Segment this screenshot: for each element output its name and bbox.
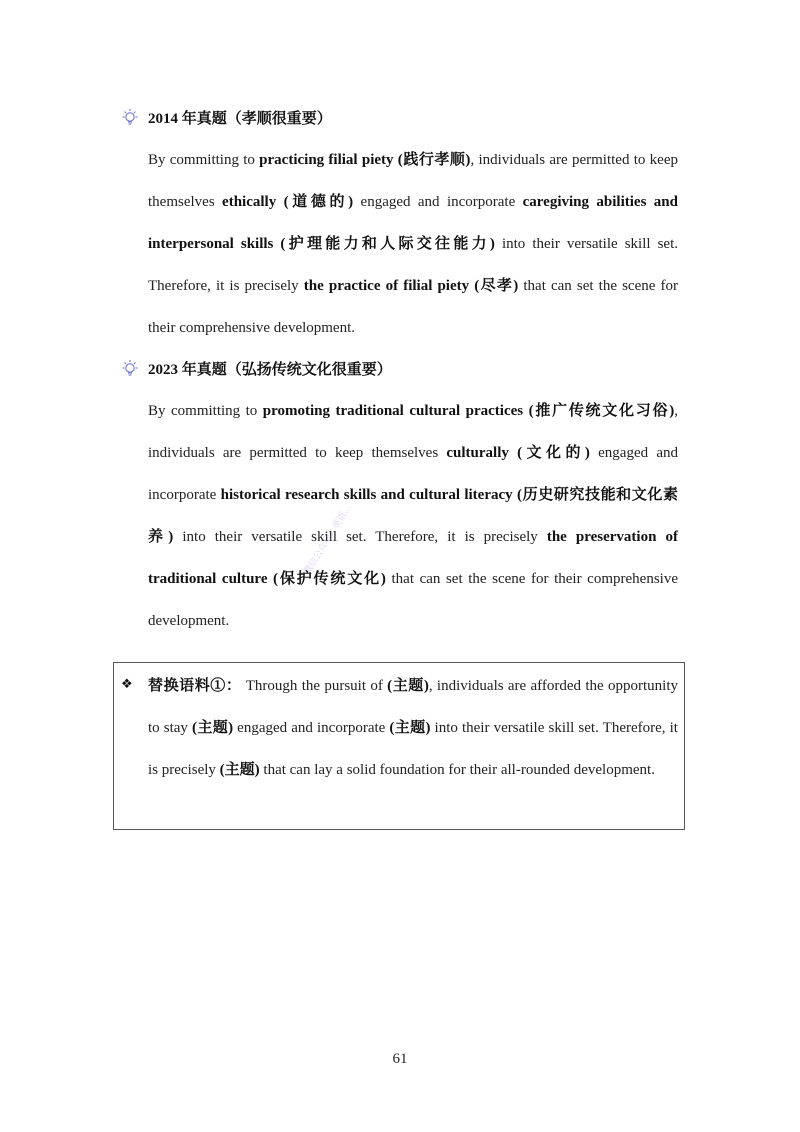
section-heading-text: 2023 年真题（弘扬传统文化很重要） (148, 362, 392, 378)
bold-text-run: 替换语料①： (148, 678, 242, 694)
text-run: that can set the scene for their comprehensive development. (148, 571, 678, 629)
text-run: into their versatile skill set. Therefore, it is precisely (173, 529, 547, 545)
text-run: By committing to (148, 403, 263, 419)
bold-text-run: caregiving abilities and interpersonal skills (护理能力和人际交往能力) (148, 194, 678, 252)
lightbulb-icon (120, 108, 140, 128)
diamond-bullet-icon: ❖ (121, 677, 133, 692)
template-box (113, 662, 685, 830)
text-run: into their versatile skill set. Therefore, it is precisely (148, 236, 678, 294)
bold-text-run: promoting traditional cultural practices (推广传统文化习俗) (262, 403, 675, 419)
section-paragraph (148, 139, 678, 349)
bold-text-run: (主题) (192, 720, 234, 736)
section-heading-text: 2014 年真题（孝顺很重要） (148, 111, 332, 127)
template-paragraph (148, 665, 678, 791)
text-run: engaged and incorporate (148, 445, 678, 503)
text-run: that can set the scene for their comprehensive development. (148, 278, 678, 336)
text-run: that can lay a solid foundation for their all-rounded development. (259, 762, 655, 778)
bold-text-run: (主题) (219, 762, 260, 778)
bold-text-run: the preservation of traditional culture (保护传统文化) (148, 529, 678, 587)
text-run: By committing to (148, 152, 260, 168)
section-heading-2023 (120, 358, 392, 379)
text-run: engaged and incorporate (233, 720, 390, 736)
text-run: , individuals are afforded the opportunity to stay (148, 678, 679, 736)
text-run: engaged and incorporate (353, 194, 523, 210)
text-run: Through the pursuit of (241, 678, 388, 694)
bold-text-run: culturally (文化的) (446, 445, 590, 461)
lightbulb-icon (120, 359, 140, 379)
watermark: 微信公众号：英语… (302, 502, 354, 577)
bold-text-run: practicing filial piety (践行孝顺) (259, 152, 471, 168)
section-paragraph (148, 390, 678, 642)
bold-text-run: historical research skills and cultural literacy (历史研究技能和文化素养) (148, 487, 678, 545)
bold-text-run: the practice of filial piety (尽孝) (303, 278, 519, 294)
bold-text-run: ethically (道德的) (222, 194, 354, 210)
section-heading-2014 (120, 107, 332, 128)
text-run: , individuals are permitted to keep themselves (148, 152, 678, 210)
text-run: , individuals are permitted to keep themselves (148, 403, 678, 461)
page-number: 61 (392, 1051, 408, 1067)
bold-text-run: (主题) (389, 720, 431, 736)
text-run: into their versatile skill set. Therefore, it is precisely (148, 720, 678, 778)
bold-text-run: (主题) (387, 678, 429, 694)
